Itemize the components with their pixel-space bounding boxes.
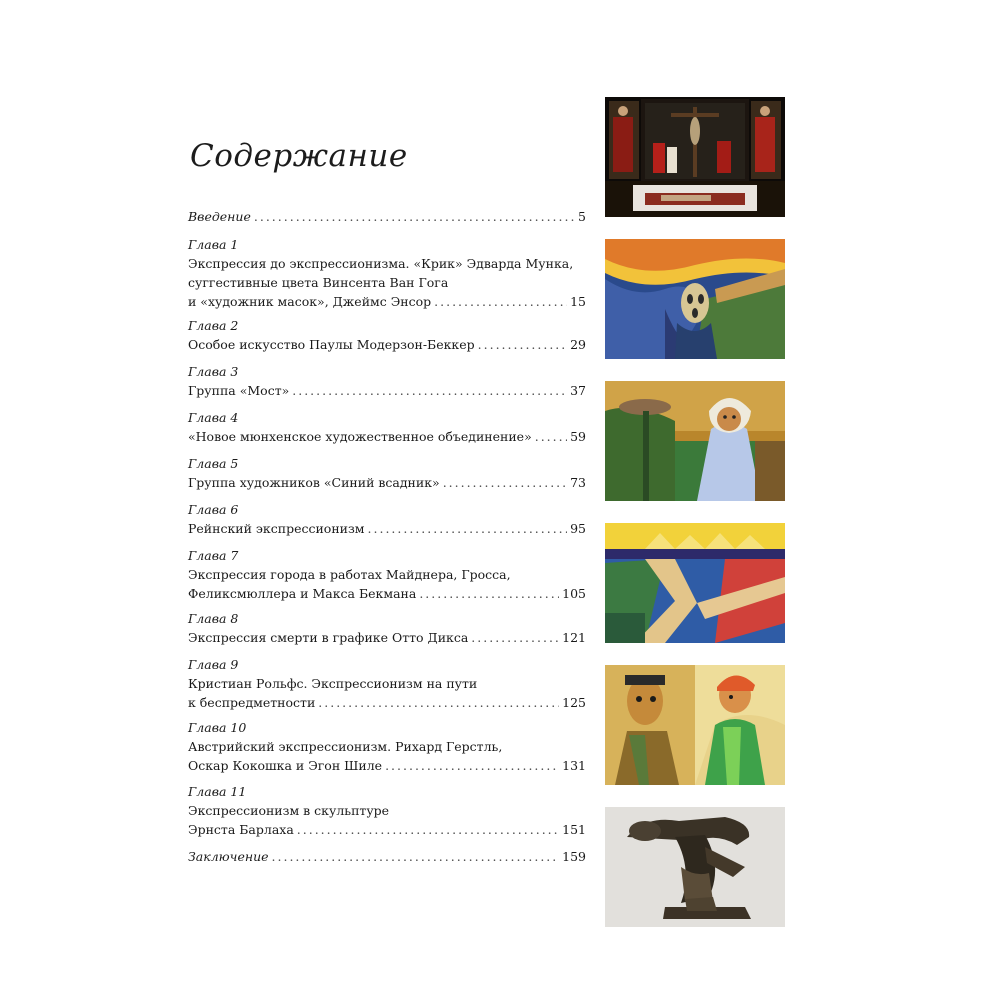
dot-leader [471,628,559,647]
chapter-page-number: 125 [562,695,586,710]
chapter-title-line: Кристиан Рольфс. Экспрессионизм на пути [188,676,478,691]
toc-chapter-10[interactable] [188,718,586,775]
chapter-page-number: 95 [570,521,586,536]
chapter-title-line: Экспрессия города в работах Майднера, Гросса, [188,567,511,582]
page-title: Содержание [190,138,408,174]
chapter-label: Глава 11 [188,784,247,799]
chapter-page-number: 151 [562,822,586,837]
chapter-label: Глава 7 [188,548,239,563]
toc-chapter-9[interactable] [188,655,586,712]
chapter-label: Глава 8 [188,611,239,626]
dot-leader [272,847,560,866]
chapter-title-line: Оскар Кокошка и Эгон Шиле [188,758,383,773]
dot-leader [443,473,567,492]
chapter-label: Глава 6 [188,502,239,517]
chapter-page-number: 29 [570,337,586,352]
chapter-title-line: Особое искусство Паулы Модерзон-Беккер [188,337,475,352]
toc-conclusion[interactable] [188,847,586,866]
chapter-label: Глава 4 [188,410,239,425]
toc-chapter-2[interactable] [188,316,586,354]
bronze-sculpture [605,807,785,927]
chapter-title-line: суггестивные цвета Винсента Ван Гога [188,275,449,290]
dot-leader [254,207,575,226]
toc-conclusion-page: 159 [562,849,586,864]
dot-leader [297,820,559,839]
toc-chapter-5[interactable] [188,454,586,492]
toc-chapter-3[interactable] [188,362,586,400]
chapter-page-number: 131 [562,758,586,773]
chapter-title-line: Экспрессия смерти в графике Отто Дикса [188,630,469,645]
altarpiece-painting [605,97,785,217]
chapter-title-line: и «художник масок», Джеймс Энсор [188,294,432,309]
chapter-label: Глава 3 [188,364,239,379]
dot-leader [535,427,567,446]
chapter-page-number: 73 [570,475,586,490]
dot-leader [434,292,567,311]
dot-leader [478,335,567,354]
toc-intro-title: Введение [188,209,251,224]
toc-intro[interactable] [188,207,586,226]
toc-intro-page: 5 [578,209,586,224]
chapter-title-line: Рейнский экспрессионизм [188,521,365,536]
dot-leader [292,381,567,400]
chapter-label: Глава 9 [188,657,239,672]
chapter-title-line: к беспредметности [188,695,316,710]
chapter-label: Глава 5 [188,456,239,471]
scream-painting [605,239,785,359]
chapter-page-number: 105 [562,586,586,601]
chapter-title-line: «Новое мюнхенское художественное объединение» [188,429,532,444]
chapter-label: Глава 10 [188,720,247,735]
chapter-title-line: Группа «Мост» [188,383,290,398]
toc-chapter-8[interactable] [188,609,586,647]
toc-chapter-11[interactable] [188,782,586,839]
chapter-title-line: Группа художников «Синий всадник» [188,475,440,490]
toc-conclusion-title: Заключение [188,849,269,864]
toc-chapter-6[interactable] [188,500,586,538]
chapter-page-number: 121 [562,630,586,645]
toc-chapter-7[interactable] [188,546,586,603]
toc-chapter-1[interactable] [188,235,586,311]
dot-leader [318,693,559,712]
chapter-page-number: 59 [570,429,586,444]
chapter-label: Глава 2 [188,318,239,333]
landscape-painting [605,523,785,643]
girl-portrait-painting [605,381,785,501]
chapter-page-number: 37 [570,383,586,398]
chapter-title-line: Экспрессионизм в скульптуре [188,803,390,818]
dot-leader [368,519,568,538]
chapter-page-number: 15 [570,294,586,309]
chapter-title-line: Экспрессия до экспрессионизма. «Крик» Эдварда Мунка, [188,256,574,271]
two-figures-painting [605,665,785,785]
toc-chapter-4[interactable] [188,408,586,446]
chapter-label: Глава 1 [188,237,239,252]
dot-leader [385,756,559,775]
dot-leader [419,584,559,603]
chapter-title-line: Феликсмюллера и Макса Бекмана [188,586,417,601]
chapter-title-line: Эрнста Барлаха [188,822,294,837]
chapter-title-line: Австрийский экспрессионизм. Рихард Герстль, [188,739,503,754]
